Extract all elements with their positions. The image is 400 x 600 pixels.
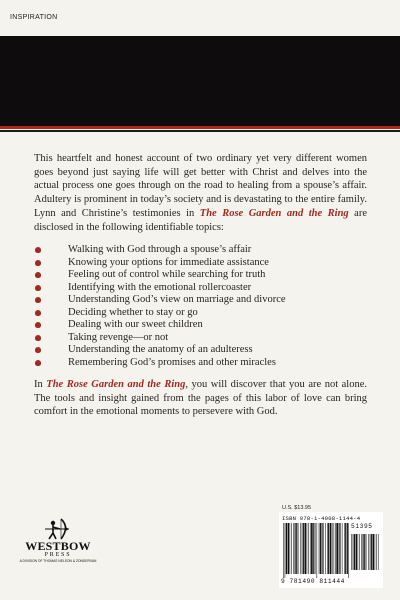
rose-bullet-icon (34, 334, 42, 342)
barcode-bar (308, 523, 309, 574)
isbn-label: ISBN 978-1-4908-1144-4 (282, 515, 361, 522)
list-item (34, 307, 354, 320)
barcode-bar (353, 534, 354, 570)
barcode-bar (342, 523, 343, 574)
topic-list (34, 244, 354, 369)
barcode-bar (320, 523, 321, 574)
barcode-bar (322, 523, 323, 574)
barcode-bar (364, 534, 365, 570)
barcode-bar (302, 523, 303, 574)
rose-bullet-icon (34, 284, 42, 292)
rose-bullet-icon (34, 309, 42, 317)
publisher-division: A DIVISION OF THOMAS NELSON & ZONDERVAN (19, 559, 97, 563)
closing-rest: , you will discover that you are not alone. The tools and insight gained from the pages of this labor of love can bring comfort in the emotional moments to persevere with God. (34, 379, 368, 418)
barcode-bar (298, 523, 299, 574)
header-band (0, 36, 400, 126)
barcode-bar (311, 523, 313, 574)
list-item (34, 344, 354, 357)
topic-text: Dealing with our sweet children (68, 319, 203, 330)
barcode-bar (290, 523, 291, 574)
publisher-logo (18, 518, 98, 563)
ean-digits: 9 781490 811444 (281, 578, 345, 585)
barcode-bar (325, 523, 326, 574)
barcode-bar (335, 523, 336, 574)
rose-bullet-icon (34, 346, 42, 354)
barcode-bar (378, 534, 379, 570)
list-item (34, 244, 354, 257)
addon-digits: 51395 (351, 523, 373, 530)
list-item (34, 269, 354, 282)
barcode-bar (328, 523, 329, 574)
barcode-bar (366, 534, 367, 570)
barcode-bar (370, 534, 371, 570)
barcode-bar (359, 534, 360, 570)
rose-bullet-icon (34, 296, 42, 304)
price-label: U.S. $13.95 (282, 505, 312, 511)
list-item (34, 282, 354, 295)
publisher-name: WESTBOW (25, 539, 91, 553)
barcode-bar (340, 523, 341, 574)
barcode-bar (303, 523, 304, 574)
barcode-bar (283, 523, 284, 578)
closing-paragraph (34, 378, 367, 419)
category-label: INSPIRATION (10, 14, 58, 21)
topic-text: Understanding the anatomy of an adulteress (68, 344, 253, 355)
list-item (34, 257, 354, 270)
dark-divider (0, 130, 400, 132)
rose-bullet-icon (34, 321, 42, 329)
barcode-bar (286, 523, 288, 574)
topic-text: Feeling out of control while searching for truth (68, 269, 266, 280)
topic-text: Remembering God’s promises and other miracles (68, 356, 276, 368)
barcode-bar (375, 534, 376, 570)
topic-text: Walking with God through a spouse’s affair (68, 244, 252, 255)
topic-text: Taking revenge—or not (68, 331, 169, 343)
barcode-bar (358, 534, 359, 570)
rose-bullet-icon (34, 271, 42, 279)
rose-bullet-icon (34, 259, 42, 267)
barcode-bar (363, 534, 364, 570)
list-item (34, 319, 354, 332)
publisher-press: PRESS (44, 552, 72, 558)
list-item (34, 357, 354, 370)
barcode-bar (285, 523, 286, 578)
barcode-bar (368, 534, 369, 570)
barcode-bar (351, 534, 352, 570)
barcode-bar (304, 523, 306, 574)
list-item (34, 332, 354, 345)
topic-text: Deciding whether to stay or go (68, 306, 198, 318)
barcode-bar (307, 523, 308, 574)
barcode-bar (310, 523, 311, 574)
rose-bullet-icon (34, 246, 42, 254)
barcode-bar (291, 523, 292, 574)
book-title: The Rose Garden and the Ring (199, 207, 349, 219)
barcode-bar (330, 523, 332, 574)
barcode-bar (376, 534, 377, 570)
intro-text: This heartfelt and honest account of two ordinary yet very different women goes beyond just saying life will get better with Christ and delves into the actual process one goes through on the road to healing from a spouse’s affair. Adultery is prominent in today’s society and is devastating to the entire family. Lynn and Christine’s testimonies in (34, 153, 367, 219)
list-item (34, 294, 354, 307)
barcode-bar (361, 534, 362, 570)
barcode-bar (296, 523, 297, 574)
closing-lead: In (34, 379, 47, 390)
barcode-bar (323, 523, 324, 574)
barcode-bar (347, 523, 348, 574)
topic-text: Understanding God’s view on marriage and divorce (68, 294, 286, 305)
topic-text: Identifying with the emotional rollercoaster (68, 281, 252, 293)
barcode-bar (300, 523, 301, 574)
barcode-bar (319, 523, 320, 574)
barcode-bar (336, 523, 338, 574)
barcode-bar (339, 523, 340, 574)
intro-outro: are disclosed in the following identifiable topics: (34, 207, 367, 233)
barcode-bar (354, 534, 356, 570)
barcode-bar (317, 523, 318, 578)
barcode-bar (334, 523, 335, 574)
topic-text: Knowing your options for immediate assistance (68, 256, 269, 268)
archer-icon (43, 518, 73, 540)
barcode-bar (288, 523, 289, 574)
barcode-bar (371, 534, 372, 570)
barcode-bar (356, 534, 357, 570)
barcode (279, 512, 383, 588)
barcode-bar (345, 523, 346, 574)
book-title: The Rose Garden and the Ring (46, 379, 186, 390)
rose-bullet-icon (34, 359, 42, 367)
barcode-bar (315, 523, 316, 574)
barcode-bar (372, 534, 374, 570)
barcode-bar (327, 523, 328, 574)
intro-paragraph (34, 152, 367, 234)
barcode-bar (348, 523, 349, 578)
barcode-bar (332, 523, 333, 574)
barcode-bar (344, 523, 345, 574)
barcode-bar (295, 523, 296, 574)
barcode-bar (313, 523, 314, 574)
barcode-bar (293, 523, 294, 574)
ean-barcode (283, 523, 349, 578)
addon-barcode (351, 534, 379, 574)
